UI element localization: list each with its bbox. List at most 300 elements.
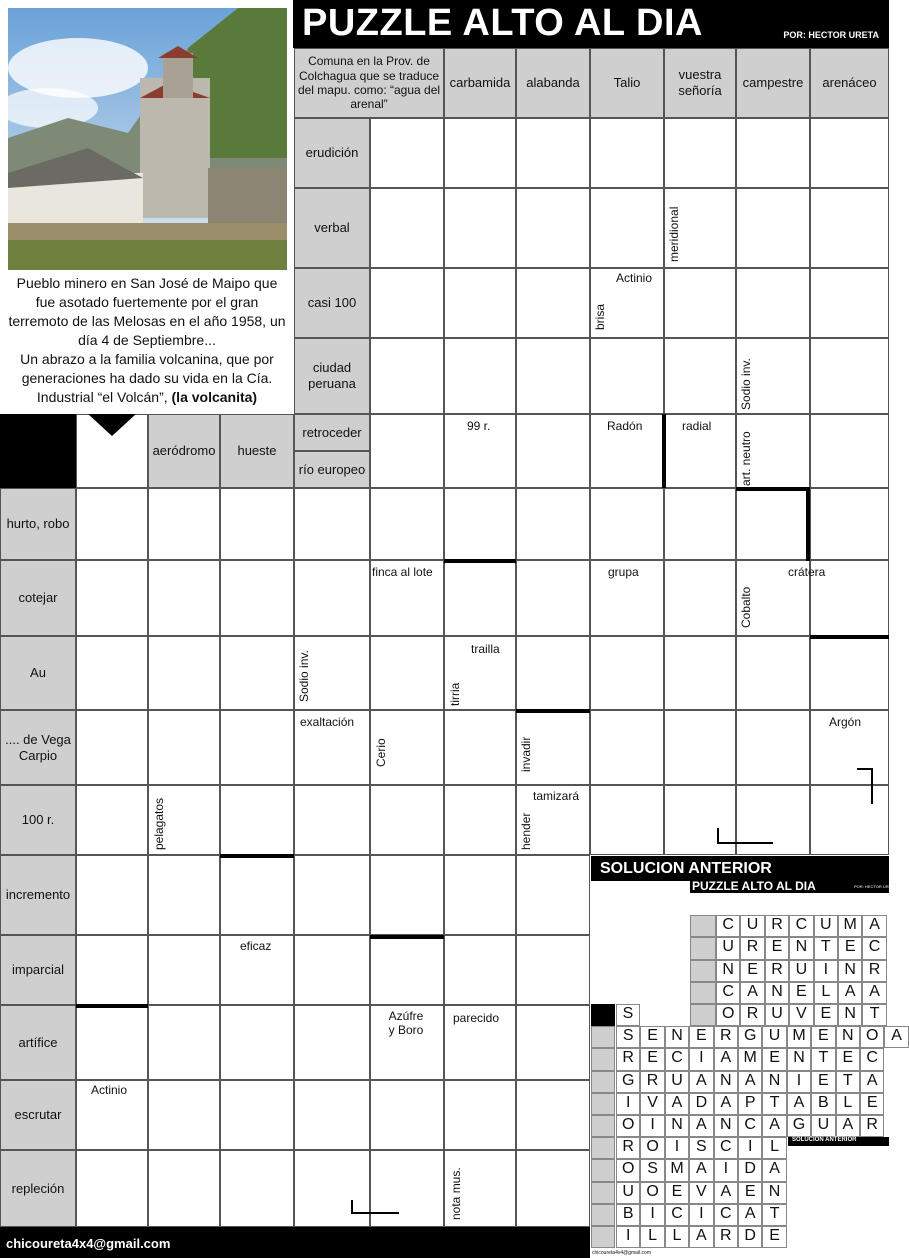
answer-cell[interactable]: [516, 1005, 590, 1080]
answer-cell[interactable]: [370, 785, 444, 855]
solution-letter: T: [862, 1004, 886, 1026]
answer-cell[interactable]: [220, 636, 294, 710]
solution-letter: A: [689, 1159, 713, 1181]
answer-cell[interactable]: [590, 338, 664, 414]
solution-letter: I: [640, 1204, 664, 1226]
solution-letter: C: [716, 982, 740, 1004]
answer-cell[interactable]: [664, 488, 736, 560]
answer-cell[interactable]: [444, 268, 516, 338]
answer-cell[interactable]: [76, 935, 148, 1005]
mid-clue-1: hueste: [220, 414, 294, 488]
top-clue-5: campestre: [736, 48, 810, 118]
left-clue-top-2: casi 100: [294, 268, 370, 338]
solution-letter: N: [716, 960, 740, 982]
solution-letter: A: [762, 1115, 786, 1137]
solution-letter: G: [616, 1071, 640, 1093]
clue-tamizara: tamizará: [533, 789, 580, 803]
solution-clue-cell: [591, 1204, 615, 1226]
solution-letter: M: [838, 915, 862, 937]
clue-hender: hender: [519, 812, 533, 850]
answer-cell[interactable]: [664, 560, 736, 636]
solution-letter: C: [665, 1048, 689, 1070]
solution-clue-cell: [690, 937, 716, 959]
clue-radon: Radón: [607, 419, 643, 433]
solution-letter: I: [689, 1204, 713, 1226]
clue-meridional: meridional: [667, 206, 681, 262]
solution-letter: E: [640, 1048, 664, 1070]
solution-letter: A: [787, 1093, 811, 1115]
answer-cell[interactable]: [148, 560, 220, 636]
solution-letter: R: [714, 1026, 738, 1048]
thick-border: [351, 1212, 399, 1214]
solution-letter: P: [738, 1093, 762, 1115]
left-clue-9: repleción: [0, 1150, 76, 1227]
answer-cell[interactable]: [516, 636, 590, 710]
solution-letter: R: [740, 1004, 764, 1026]
solution-letter: A: [862, 982, 886, 1004]
answer-cell[interactable]: [76, 488, 148, 560]
answer-cell[interactable]: [444, 488, 516, 560]
solution-letter: U: [765, 1004, 789, 1026]
solution-letter: N: [789, 937, 813, 959]
solution-letter: I: [616, 1226, 640, 1248]
clue-invadir: invadir: [519, 736, 533, 772]
answer-cell[interactable]: [516, 488, 590, 560]
answer-cell[interactable]: [370, 1150, 444, 1227]
thick-border: [76, 1004, 148, 1008]
solution-letter: R: [740, 937, 764, 959]
answer-cell[interactable]: [370, 414, 444, 488]
clue-radial: radial: [682, 419, 712, 433]
answer-cell[interactable]: [370, 1080, 444, 1150]
solution-black-cell: [591, 1004, 615, 1026]
story-bold: (la volcanita): [171, 389, 258, 405]
left-clue-top-1: verbal: [294, 188, 370, 268]
solution-clue-cell: [690, 982, 716, 1004]
answer-cell[interactable]: [148, 935, 220, 1005]
answer-cell[interactable]: [664, 710, 736, 785]
solution-clue-cell: [690, 1004, 716, 1026]
thick-border: [810, 635, 889, 639]
clue-argon: Argón: [829, 715, 862, 729]
answer-cell[interactable]: [220, 710, 294, 785]
answer-cell[interactable]: [370, 268, 444, 338]
answer-cell[interactable]: [810, 636, 889, 710]
answer-cell[interactable]: [148, 1150, 220, 1227]
solution-letter: M: [665, 1159, 689, 1181]
solution-letter: I: [616, 1093, 640, 1115]
clue-art-neutro: art. neutro: [739, 431, 753, 486]
answer-cell[interactable]: [736, 488, 810, 560]
solution-letter: I: [665, 1137, 689, 1159]
answer-cell[interactable]: [76, 710, 148, 785]
solution-letter: R: [616, 1137, 640, 1159]
solution-letter: N: [665, 1026, 689, 1048]
story-line2: Un abrazo a la familia volcanina, que por generaciones ha dado su vida en la Cía. Industrial “el Volcán”,: [20, 351, 274, 405]
solution-letter: O: [616, 1115, 640, 1137]
answer-cell[interactable]: [810, 268, 889, 338]
solution-letter: A: [884, 1026, 908, 1048]
answer-cell[interactable]: [370, 935, 444, 1005]
answer-cell[interactable]: [370, 636, 444, 710]
answer-cell[interactable]: [516, 268, 590, 338]
solution-letter: E: [665, 1182, 689, 1204]
solution-letter: B: [616, 1204, 640, 1226]
solution-letter: A: [689, 1071, 713, 1093]
answer-cell[interactable]: [810, 414, 889, 488]
solution-letter: T: [811, 1048, 835, 1070]
solution-letter: E: [814, 1004, 838, 1026]
solution-letter: N: [714, 1071, 738, 1093]
thick-border: [662, 414, 666, 488]
answer-cell[interactable]: [664, 636, 736, 710]
clue-cobalto: Cobalto: [739, 586, 753, 628]
answer-cell[interactable]: [810, 488, 889, 560]
solution-letter: O: [860, 1026, 884, 1048]
solution-letter: I: [689, 1048, 713, 1070]
answer-cell[interactable]: [444, 188, 516, 268]
solution-title: SOLUCION ANTERIOR: [600, 860, 772, 877]
solution-letter: N: [836, 1026, 860, 1048]
answer-cell[interactable]: [736, 710, 810, 785]
left-clue-4: 100 r.: [0, 785, 76, 855]
top-clue-0: Comuna en la Prov. de Colchagua que se traduce del mapu. como: “agua del arenal”: [294, 48, 444, 118]
solution-letter: T: [762, 1204, 786, 1226]
solution-letter: O: [640, 1182, 664, 1204]
solution-letter: A: [862, 915, 886, 937]
solution-letter: D: [738, 1226, 762, 1248]
solution-label: SOLUCION ANTERIOR: [792, 1137, 857, 1143]
mid-clue-split-0: retroceder: [294, 414, 370, 451]
solution-letter: N: [787, 1048, 811, 1070]
solution-letter: E: [789, 982, 813, 1004]
clue-trailla: trailla: [471, 642, 500, 656]
solution-letter: U: [616, 1182, 640, 1204]
solution-letter: V: [789, 1004, 813, 1026]
solution-letter: N: [838, 960, 862, 982]
solution-letter: E: [811, 1026, 835, 1048]
answer-cell[interactable]: [76, 636, 148, 710]
solution-letter: C: [716, 915, 740, 937]
answer-cell[interactable]: [76, 855, 148, 935]
solution-letter: C: [738, 1115, 762, 1137]
solution-subtitle: PUZZLE ALTO AL DIA: [692, 879, 816, 893]
solution-letter: U: [789, 960, 813, 982]
answer-cell[interactable]: [294, 785, 370, 855]
solution-letter: C: [714, 1204, 738, 1226]
answer-cell[interactable]: [664, 268, 736, 338]
answer-cell[interactable]: [590, 488, 664, 560]
answer-cell[interactable]: [516, 560, 590, 636]
solution-clue-cell: [690, 915, 716, 937]
answer-cell[interactable]: [444, 560, 516, 636]
page-title: PUZZLE ALTO AL DIA: [302, 2, 703, 44]
answer-cell[interactable]: [664, 338, 736, 414]
solution-letter: A: [714, 1182, 738, 1204]
solution-clue-cell: [591, 1115, 615, 1137]
answer-cell[interactable]: [294, 560, 370, 636]
solution-author: POR: HECTOR URETA: [854, 884, 897, 889]
answer-cell[interactable]: [294, 1005, 370, 1080]
answer-cell[interactable]: [370, 488, 444, 560]
clue-actinio-2: Actinio: [91, 1083, 128, 1097]
solution-letter: V: [640, 1093, 664, 1115]
answer-cell[interactable]: [220, 1150, 294, 1227]
solution-letter: G: [787, 1115, 811, 1137]
answer-cell[interactable]: [370, 188, 444, 268]
answer-cell[interactable]: [370, 855, 444, 935]
solution-letter: S: [616, 1026, 640, 1048]
clue-sodio-inv-2: Sodio inv.: [297, 650, 311, 702]
solution-letter: R: [765, 915, 789, 937]
clue-99r: 99 r.: [467, 419, 491, 433]
answer-cell[interactable]: [444, 710, 516, 785]
mid-clue-0: aeródromo: [148, 414, 220, 488]
clue-nota-mus: nota mus.: [449, 1167, 463, 1220]
solution-letter: E: [811, 1071, 835, 1093]
left-clue-0: hurto, robo: [0, 488, 76, 560]
solution-letter: A: [738, 1204, 762, 1226]
solution-letter: E: [762, 1226, 786, 1248]
solution-letter: L: [640, 1226, 664, 1248]
answer-cell[interactable]: [220, 855, 294, 935]
mid-clue-split-1: río europeo: [294, 451, 370, 488]
left-clue-5: incremento: [0, 855, 76, 935]
answer-cell[interactable]: [220, 1080, 294, 1150]
answer-cell[interactable]: [294, 1080, 370, 1150]
solution-letter: T: [814, 937, 838, 959]
solution-first-letter: S: [616, 1004, 640, 1026]
solution-letter: L: [814, 982, 838, 1004]
solution-letter: E: [762, 1048, 786, 1070]
solution-letter: T: [762, 1093, 786, 1115]
solution-letter: A: [665, 1093, 689, 1115]
thick-border: [444, 559, 516, 563]
answer-cell[interactable]: [444, 935, 516, 1005]
solution-letter: C: [714, 1137, 738, 1159]
answer-cell[interactable]: [590, 710, 664, 785]
solution-clue-cell: [591, 1071, 615, 1093]
solution-letter: R: [860, 1115, 884, 1137]
answer-cell[interactable]: [810, 338, 889, 414]
solution-letter: N: [762, 1071, 786, 1093]
solution-letter: I: [714, 1159, 738, 1181]
solution-clue-cell: [690, 960, 716, 982]
answer-cell[interactable]: [444, 855, 516, 935]
answer-cell[interactable]: [220, 1005, 294, 1080]
left-clue-8: escrutar: [0, 1080, 76, 1150]
answer-cell[interactable]: [220, 488, 294, 560]
solution-letter: N: [714, 1115, 738, 1137]
solution-letter: A: [838, 982, 862, 1004]
left-clue-top-3: ciudad peruana: [294, 338, 370, 414]
clue-exaltacion: exaltación: [300, 715, 355, 729]
answer-cell[interactable]: [516, 855, 590, 935]
answer-cell[interactable]: [590, 636, 664, 710]
clue-tirria: tirria: [448, 682, 462, 706]
clue-azufre: Azúfre y Boro: [388, 1009, 424, 1037]
clue-brisa: brisa: [593, 303, 607, 330]
solution-letter: I: [738, 1137, 762, 1159]
clue-actinio: Actinio: [616, 271, 653, 285]
solution-letter: O: [616, 1159, 640, 1181]
answer-cell[interactable]: [590, 785, 664, 855]
solution-letter: A: [714, 1048, 738, 1070]
solution-letter: U: [665, 1071, 689, 1093]
solution-letter: U: [762, 1026, 786, 1048]
answer-cell[interactable]: [220, 560, 294, 636]
top-clue-6: arenáceo: [810, 48, 889, 118]
solution-letter: A: [689, 1115, 713, 1137]
answer-cell[interactable]: [444, 118, 516, 188]
answer-cell[interactable]: [148, 636, 220, 710]
solution-letter: C: [665, 1204, 689, 1226]
answer-cell[interactable]: [148, 1080, 220, 1150]
solution-letter: R: [640, 1071, 664, 1093]
solution-letter: C: [862, 937, 886, 959]
answer-cell[interactable]: [736, 118, 810, 188]
answer-cell[interactable]: [664, 785, 736, 855]
solution-letter: I: [814, 960, 838, 982]
solution-letter: N: [765, 982, 789, 1004]
solution-letter: I: [787, 1071, 811, 1093]
solution-letter: I: [640, 1115, 664, 1137]
clue-pelagatos: pelagatos: [152, 797, 166, 850]
author-label: POR: HECTOR URETA: [783, 30, 879, 40]
solution-letter: R: [616, 1048, 640, 1070]
answer-cell[interactable]: [810, 188, 889, 268]
top-clue-2: alabanda: [516, 48, 590, 118]
solution-letter: L: [762, 1137, 786, 1159]
thick-border: [220, 854, 294, 858]
solution-clue-cell: [591, 1182, 615, 1204]
answer-cell[interactable]: [736, 268, 810, 338]
answer-cell[interactable]: [736, 188, 810, 268]
arrow-down-icon: [88, 414, 136, 436]
answer-cell[interactable]: [76, 1005, 148, 1080]
answer-cell[interactable]: [76, 1150, 148, 1227]
solution-letter: E: [689, 1026, 713, 1048]
solution-letter: M: [787, 1026, 811, 1048]
solution-letter: R: [714, 1226, 738, 1248]
answer-cell[interactable]: [294, 488, 370, 560]
solution-letter: S: [689, 1137, 713, 1159]
clue-grupa: grupa: [608, 565, 639, 579]
footer-email: chicoureta4x4@gmail.com: [6, 1236, 171, 1251]
answer-cell[interactable]: [736, 785, 810, 855]
clue-sodio-inv: Sodio inv.: [739, 358, 753, 410]
answer-cell[interactable]: [590, 188, 664, 268]
left-clue-3: .... de Vega Carpio: [0, 710, 76, 785]
answer-cell[interactable]: [148, 855, 220, 935]
solution-letter: A: [740, 982, 764, 1004]
solution-clue-cell: [591, 1226, 615, 1248]
solution-letter: E: [836, 1048, 860, 1070]
solution-clue-cell: [591, 1159, 615, 1181]
top-clue-3: Talio: [590, 48, 664, 118]
clue-cratera: crátera: [788, 565, 826, 579]
answer-cell[interactable]: [516, 414, 590, 488]
solution-letter: R: [862, 960, 886, 982]
solution-letter: L: [665, 1226, 689, 1248]
answer-cell[interactable]: [294, 855, 370, 935]
solution-letter: E: [838, 937, 862, 959]
answer-cell[interactable]: [590, 118, 664, 188]
thick-border: [717, 842, 773, 844]
answer-cell[interactable]: [810, 785, 889, 855]
answer-cell[interactable]: [516, 1080, 590, 1150]
solution-letter: E: [738, 1182, 762, 1204]
solution-letter: E: [765, 937, 789, 959]
solution-letter: E: [860, 1093, 884, 1115]
answer-cell[interactable]: [444, 338, 516, 414]
solution-letter: O: [716, 1004, 740, 1026]
top-clue-1: carbamida: [444, 48, 516, 118]
solution-letter: M: [738, 1048, 762, 1070]
solution-letter: A: [762, 1159, 786, 1181]
answer-cell[interactable]: [516, 338, 590, 414]
left-clue-7: artífice: [0, 1005, 76, 1080]
clue-eficaz: eficaz: [240, 939, 272, 953]
solution-letter: A: [738, 1071, 762, 1093]
black-edge: [0, 414, 4, 488]
answer-cell[interactable]: [516, 935, 590, 1005]
solution-letter: D: [689, 1093, 713, 1115]
solution-letter: A: [689, 1226, 713, 1248]
answer-cell[interactable]: [220, 785, 294, 855]
solution-letter: U: [740, 915, 764, 937]
answer-cell[interactable]: [76, 560, 148, 636]
solution-letter: S: [640, 1159, 664, 1181]
answer-cell[interactable]: [664, 118, 736, 188]
answer-cell[interactable]: [516, 1150, 590, 1227]
solution-letter: E: [640, 1026, 664, 1048]
answer-cell[interactable]: [516, 188, 590, 268]
solution-letter: T: [836, 1071, 860, 1093]
thick-border: [806, 487, 810, 561]
thick-border: [516, 709, 590, 713]
answer-cell[interactable]: [148, 1005, 220, 1080]
left-clue-1: cotejar: [0, 560, 76, 636]
answer-cell[interactable]: [76, 785, 148, 855]
thick-border: [370, 935, 444, 939]
answer-cell[interactable]: [736, 636, 810, 710]
answer-cell[interactable]: [370, 118, 444, 188]
answer-cell[interactable]: [444, 785, 516, 855]
answer-cell[interactable]: [810, 118, 889, 188]
solution-letter: C: [860, 1048, 884, 1070]
answer-cell[interactable]: [370, 338, 444, 414]
answer-cell[interactable]: [516, 118, 590, 188]
answer-cell[interactable]: [148, 488, 220, 560]
clue-cerio: Cerio: [374, 738, 388, 767]
solution-letter: U: [716, 937, 740, 959]
left-clue-2: Au: [0, 636, 76, 710]
top-clue-4: vuestra señoría: [664, 48, 736, 118]
solution-letter: A: [836, 1115, 860, 1137]
solution-letter: D: [738, 1159, 762, 1181]
answer-cell[interactable]: [294, 1150, 370, 1227]
solution-letter: O: [640, 1137, 664, 1159]
solution-letter: A: [860, 1071, 884, 1093]
solution-letter: A: [714, 1093, 738, 1115]
answer-cell[interactable]: [148, 710, 220, 785]
answer-cell[interactable]: [294, 935, 370, 1005]
solution-email: chicoureta4x4@gmail.com: [592, 1250, 651, 1256]
solution-letter: N: [762, 1182, 786, 1204]
clue-finca: finca al lote: [372, 565, 433, 579]
answer-cell[interactable]: [444, 1080, 516, 1150]
